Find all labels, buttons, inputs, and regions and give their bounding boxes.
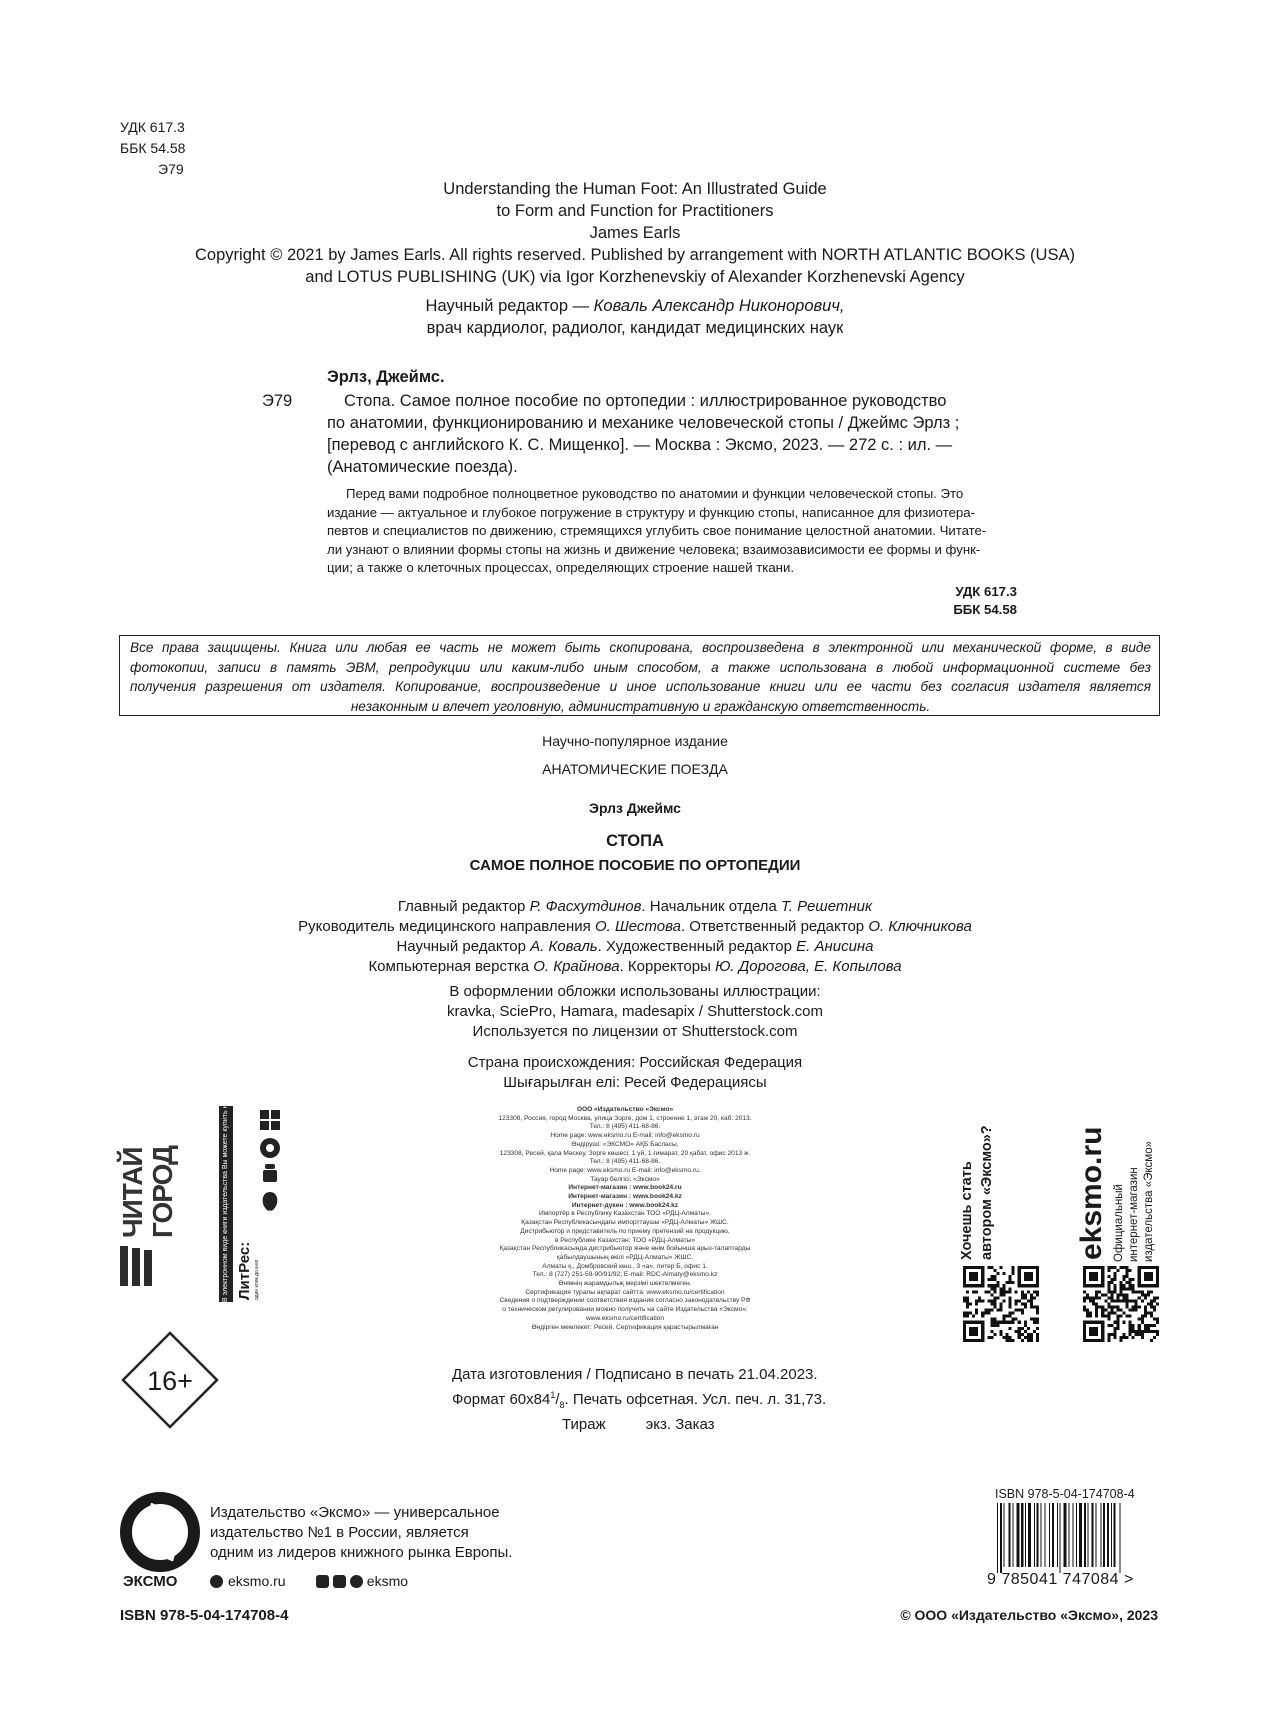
illustrations-line: kravka, SciePro, Hamara, madesapix / Shutterstock.com xyxy=(447,1003,823,1020)
original-author: James Earls xyxy=(589,224,681,242)
biblio-line: [перевод с английского К. С. Мищенко]. — Москва : Эксмо, 2023. — 272 с. : ил. — xyxy=(327,436,953,454)
ebook-text: В электронном виде книги издательства Вы можете купить на www.litres.ru xyxy=(222,1059,229,1302)
rights-notice-box xyxy=(119,635,1160,716)
site-link[interactable]: eksmo.ru xyxy=(210,1572,286,1591)
isbn-footer: ISBN 978-5-04-174708-4 xyxy=(120,1607,289,1624)
publisher-info-line: Сведения о подтверждении соответствия издания согласно законодательству РФ xyxy=(499,1297,751,1305)
globe-icon xyxy=(210,1575,223,1588)
udk-top: УДК 617.3 xyxy=(120,119,185,135)
publisher-blurb xyxy=(210,1503,512,1563)
publisher-info-line: Дистрибьютор и представитель по приему претензий на продукцию, xyxy=(520,1227,730,1235)
science-editor-prefix: Научный редактор — xyxy=(425,297,594,315)
barcode-isbn: ISBN 978-5-04-174708-4 xyxy=(995,1487,1135,1501)
publisher-info-line: Сертификация туралы ақпарат сайтта: www.eksmo.ru/certification xyxy=(525,1288,725,1296)
biblio-line: по анатомии, функционированию и механике человеческой стопы / Джеймс Эрлз ; xyxy=(327,414,960,432)
annotation-line: ции; а также о клеточных процессах, определяющих строение нашей ткани. xyxy=(327,560,794,575)
credit-line: Главный редактор Р. Фасхутдинов. Начальник отдела Т. Решетник xyxy=(397,898,873,915)
biblio-mark: Э79 xyxy=(262,392,293,410)
author-call-line2: автором «Эксмо»? xyxy=(979,1125,995,1260)
rights-line: фотокопии, записи в память ЭВМ, репродукции или каким-либо иным способом, а также использована в любой информационной системе без xyxy=(130,659,1151,675)
apple-icon xyxy=(263,1192,278,1211)
publisher-info-line: Тауар белгісі: «Эксмо» xyxy=(590,1175,660,1183)
blurb-line: Издательство «Эксмо» — универсальное xyxy=(210,1504,500,1521)
imprint-subtitle: САМОЕ ПОЛНОЕ ПОСОБИЕ ПО ОРТОПЕДИИ xyxy=(469,857,801,874)
chitai-gorod-logo xyxy=(118,1098,180,1288)
rights-line: получения разрешения от издателя. Копирование, воспроизведение и иное использование книги или ее части без согласия издателя является xyxy=(130,679,1151,694)
publisher-info-line: Қазақстан Республикасында дистрибьютор және өнім бойынша арыз-талаптарды xyxy=(499,1245,751,1253)
publisher-info-line: Өндірген мемлекет: Ресей. Сертификация қарастырылмаған xyxy=(531,1323,719,1331)
chitai-gorod-text: ЧИТАЙ xyxy=(117,1147,148,1238)
origin-line: Страна происхождения: Российская Федерация xyxy=(467,1054,803,1071)
copyright-footer: © ООО «Издательство «Эксмо», 2023 xyxy=(900,1607,1158,1623)
author-qr-code xyxy=(963,1266,1039,1342)
shop-qr-code xyxy=(1083,1266,1159,1342)
rights-notice xyxy=(120,636,1159,716)
telegram-icon xyxy=(350,1575,363,1588)
annotation-line: певтов и специалистов по движению, стремящихся углубить свое понимание целостной анатомии. Читате- xyxy=(327,523,987,538)
credit-line: Компьютерная верстка О. Крайнова. Корректоры Ю. Дорогова, Е. Копылова xyxy=(368,958,902,975)
age-rating-badge xyxy=(120,1330,220,1430)
bbk-bottom: ББК 54.58 xyxy=(953,602,1017,617)
origin-line: Шығарылған елі: Ресей Федерациясы xyxy=(503,1074,767,1091)
publisher-info-line: 123308, Ресей, қала Мәскеу, Зорге көшесі, 1 үй, 1 ғимарат, 20 қабат, офис 2013 ж. xyxy=(499,1149,751,1157)
publisher-info-line: Home page: www.eksmo.ru E-mail: info@eksmo.ru. xyxy=(549,1166,701,1174)
app-icons xyxy=(257,1108,283,1218)
print-run: Тираж экз. Заказ xyxy=(562,1416,715,1433)
publisher-info-line: в Республике Казахстан: ТОО «РДЦ-Алматы» xyxy=(554,1236,696,1244)
author-mark-top: Э79 xyxy=(158,161,184,177)
bbk-top: ББК 54.58 xyxy=(120,140,186,156)
eksmo-ru-logo: eksmo.ru xyxy=(1075,1126,1108,1260)
publisher-info-line: www.eksmo.ru/certification xyxy=(585,1314,665,1322)
rights-line: незаконным и влечет уголовную, административную и гражданскую ответственность. xyxy=(350,698,931,714)
publisher-info-line: Интернет-магазин : www.book24.ru xyxy=(568,1184,682,1192)
original-title-block xyxy=(110,178,1160,288)
print-date: Дата изготовления / Подписано в печать 21.04.2023. xyxy=(452,1366,818,1383)
publisher-info-line: Home page: www.eksmo.ru E-mail: info@eksmo.ru xyxy=(550,1132,700,1140)
edition-type: Научно-популярное издание xyxy=(542,733,728,749)
windows-icon xyxy=(260,1110,280,1130)
publisher-info-line: Интернет-дүкен : www.book24.kz xyxy=(571,1201,679,1209)
rights-line: Все права защищены. Книга или любая ее часть не может быть скопирована, воспроизведена в электронной или механической форме, в виде xyxy=(130,640,1151,655)
publisher-info-line: Тел.: 8 (495) 411-68-86. xyxy=(589,1158,661,1166)
eksmo-logo xyxy=(120,1492,200,1572)
original-title-line: Understanding the Human Foot: An Illustrated Guide xyxy=(443,180,827,198)
udk-bottom: УДК 617.3 xyxy=(955,584,1017,599)
age-rating-text: 16+ xyxy=(147,1366,193,1396)
publisher-info-line: Интернет-магазин : www.book24.kz xyxy=(568,1193,682,1201)
biblio-line: Стопа. Самое полное пособие по ортопедии : иллюстрированное руководство xyxy=(344,392,947,410)
ebook-strip xyxy=(219,1059,233,1302)
annotation xyxy=(327,485,1017,578)
eksmo-logo-text: ЭКСМО xyxy=(123,1573,178,1590)
publisher-info-line: Алматы қ., Домбровский көш., 3 «а», литер Б, офис 1. xyxy=(542,1262,708,1270)
publisher-info-line: Өндіруші: «ЭКСМО» АҚБ Баспасы, xyxy=(571,1140,679,1148)
litres-logo: ЛитРес: xyxy=(236,1241,253,1300)
publisher-info xyxy=(455,1106,795,1332)
biblio-heading: Эрлз, Джеймс. xyxy=(327,368,445,386)
print-format: Формат $60x84^1/_8$. Печать офсетная. Усл. печ. л. 31,73. xyxy=(452,1390,827,1410)
publisher-info-line: Тел.: 8 (495) 411-68-86. xyxy=(589,1123,661,1131)
litres-tagline: один клик до книг xyxy=(254,1259,260,1300)
publisher-info-line: 123308, Россия, город Москва, улица Зорге, дом 1, строение 1, этаж 20, каб. 2013. xyxy=(498,1114,752,1122)
annotation-line: издание — актуальное и глубокое погружение в структуру и функцию стопы, написанное для физиотера- xyxy=(327,504,975,520)
publisher-info-line: ООО «Издательство «Эксмо» xyxy=(576,1106,674,1113)
chitai-gorod-text: ГОРОД xyxy=(147,1146,178,1238)
ok-icon xyxy=(333,1575,346,1588)
publisher-info-line: қабылдаушының өкілі «РДЦ-Алматы» ЖШС, xyxy=(556,1253,694,1261)
barcode xyxy=(995,1503,1155,1573)
barcode-digits: 9 785041 747084 > xyxy=(987,1571,1134,1588)
series-name: АНАТОМИЧЕСКИЕ ПОЕЗДА xyxy=(542,761,728,777)
android-icon xyxy=(263,1164,277,1182)
annotation-line: ли узнают о влиянии формы стопы на жизнь и движение человека; взаимозависимости ее формы и функ- xyxy=(327,541,981,557)
print-info xyxy=(452,1365,872,1435)
credits-block xyxy=(110,897,1160,977)
credit-line: Научный редактор А. Коваль. Художественный редактор Е. Анисина xyxy=(396,938,874,955)
credit-line: Руководитель медицинского направления О. Шестова. Ответственный редактор О. Ключникова xyxy=(298,918,972,935)
eksmo-logo-icon xyxy=(120,1492,200,1572)
publisher-info-line: Өнімнің жарамдылық мерзімі шектелмеген. xyxy=(558,1280,692,1288)
annotation-line: Перед вами подробное полноцветное руководство по анатомии и функции человеческой стопы. Это xyxy=(346,486,964,501)
imprint-title: СТОПА xyxy=(606,832,664,850)
biblio-line: (Анатомические поезда). xyxy=(327,458,518,476)
publisher-info-line: Тел.: 8 (727) 251-59-90/91/92; E-mail: RDC-Almaty@eksmo.kz xyxy=(532,1271,718,1279)
blurb-line: издательство №1 в России, является xyxy=(210,1524,469,1541)
biblio-description xyxy=(327,390,1017,478)
publisher-info-line: о техническом регулировании можно получить на сайте Издательства «Эксмо»: xyxy=(502,1306,748,1314)
origin-block xyxy=(110,1053,1160,1093)
illustrations-credit xyxy=(110,982,1160,1042)
author-call-line1: Хочешь стать xyxy=(959,1161,975,1260)
vk-icon xyxy=(316,1575,329,1588)
science-editor-name: Коваль Александр Никонорович, xyxy=(593,297,845,315)
publisher-info-line: Импортёр в Республику Казахстан ТОО «РДЦ-Алматы». xyxy=(539,1210,711,1218)
science-editor-credentials: врач кардиолог, радиолог, кандидат медицинских наук xyxy=(426,319,844,337)
social-links[interactable]: eksmo xyxy=(316,1572,408,1591)
shop-line3: издательства «Эксмо» xyxy=(1143,1140,1155,1262)
publisher-info-line: Қазақстан Республикасындағы импорттаушы «РДЦ-Алматы» ЖШС. xyxy=(521,1219,729,1227)
shop-line2: интернет-магазин xyxy=(1128,1167,1140,1262)
blurb-line: одним из лидеров книжного рынка Европы. xyxy=(210,1544,513,1561)
illustrations-line: Используется по лицензии от Shutterstock.com xyxy=(472,1023,798,1040)
shop-line1: Официальный xyxy=(1113,1184,1125,1262)
imprint-author: Эрлз Джеймс xyxy=(589,800,681,816)
illustrations-line: В оформлении обложки использованы иллюстрации: xyxy=(449,983,821,1000)
copyright-line: Copyright © 2021 by James Earls. All rights reserved. Published by arrangement with NORTH ATLANTIC BOOKS (USA) xyxy=(195,246,1075,264)
science-editor-block xyxy=(110,295,1160,339)
copyright-line: and LOTUS PUBLISHING (UK) via Igor Korzhenevskiy of Alexander Korzhenevski Agency xyxy=(305,268,965,286)
original-title-line: to Form and Function for Practitioners xyxy=(496,202,774,220)
